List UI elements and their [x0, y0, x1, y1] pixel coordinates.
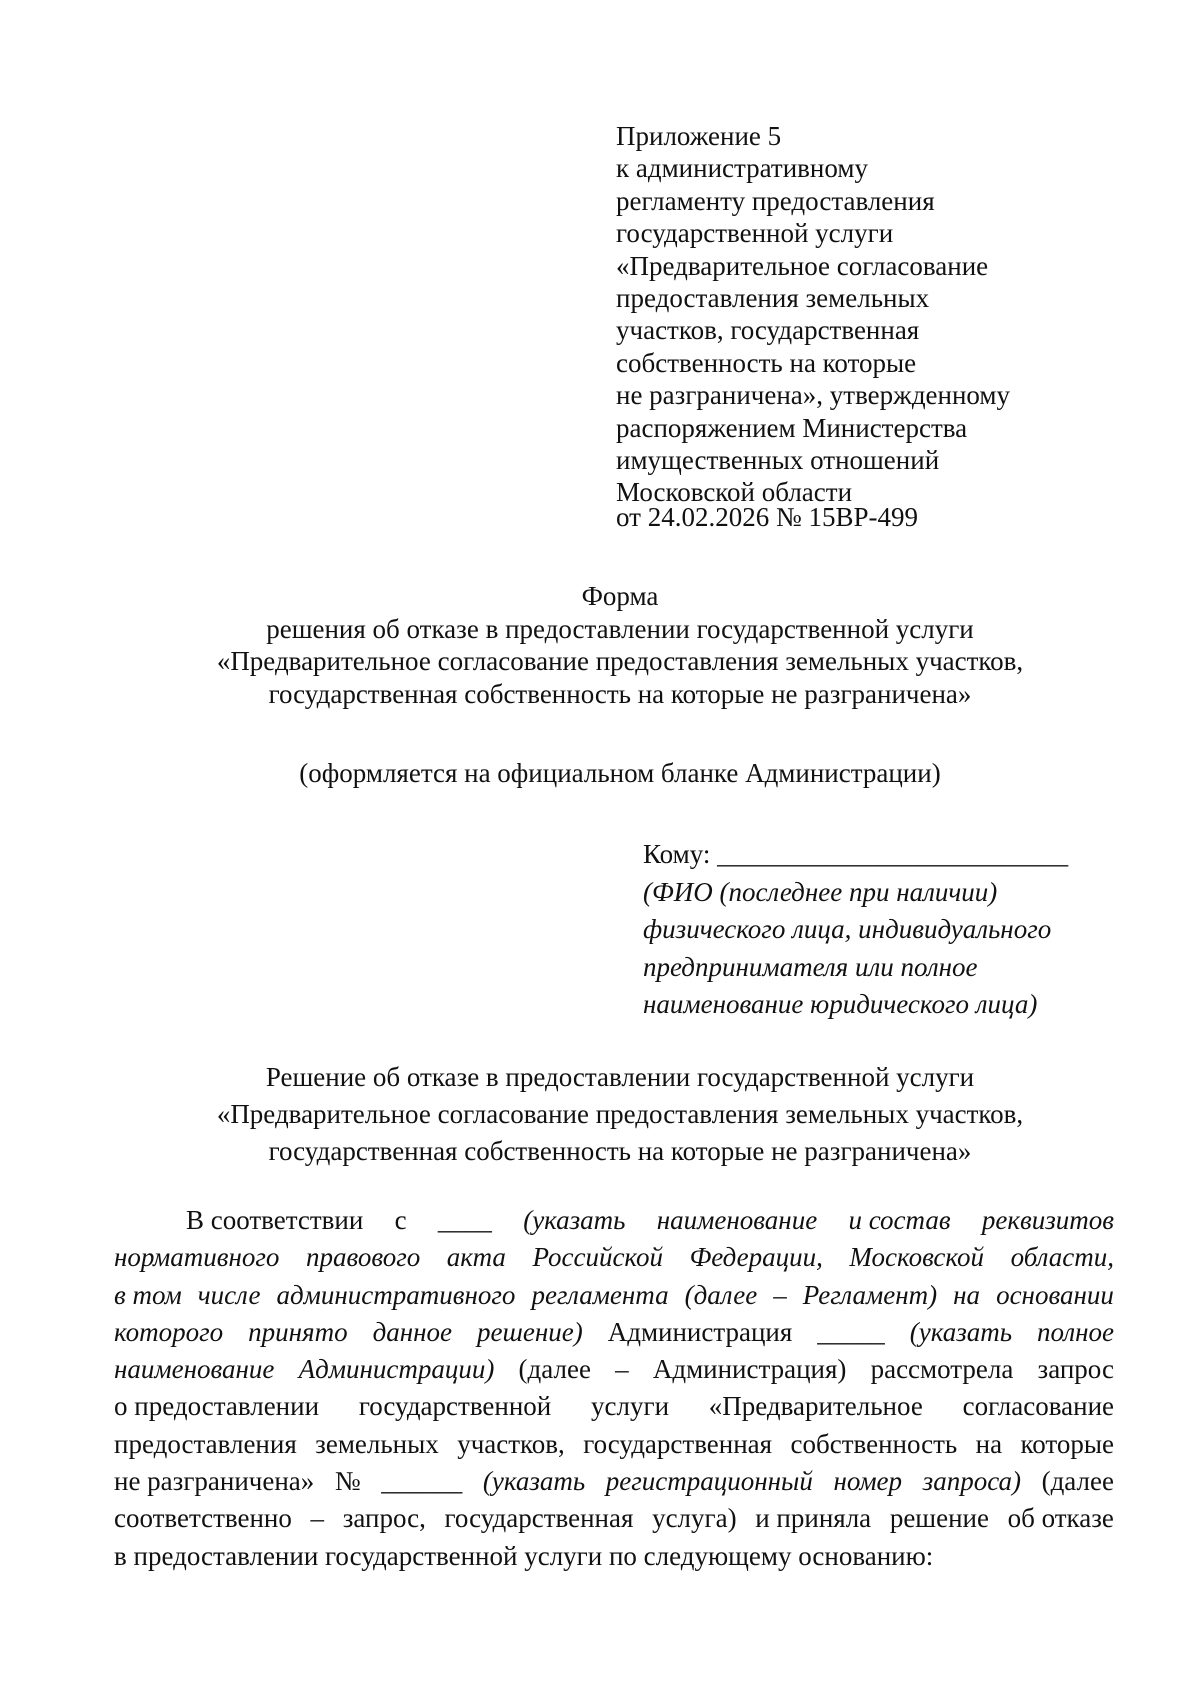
body-word: В соответствии [186, 1205, 364, 1235]
body-word: Федерации, [689, 1242, 823, 1273]
appendix-line: не разграничена», утвержденному [616, 380, 1011, 411]
body-word: регламента [531, 1279, 669, 1310]
body-word: собственность [790, 1428, 958, 1459]
body-line [114, 1463, 1114, 1500]
body-word: на [953, 1279, 981, 1310]
body-word: о предоставлении [114, 1391, 320, 1422]
body-word: Администрация [607, 1316, 793, 1347]
body-line [114, 1351, 1114, 1388]
form-title-line: Форма [581, 581, 659, 611]
body-word: (указать [909, 1316, 1013, 1347]
body-word: области, [1010, 1242, 1114, 1273]
form-title [100, 580, 1140, 710]
appendix-line: «Предварительное согласование [616, 250, 989, 281]
decision-title-line: Решение об отказе в предоставлении государственной услуги [265, 1062, 975, 1092]
body-word: наименование [114, 1354, 275, 1385]
body-word: Регламент) [802, 1279, 938, 1310]
body-word: и состав [848, 1205, 951, 1235]
body-word: правового [305, 1242, 421, 1273]
body-word: наименование [656, 1205, 818, 1235]
appendix-header [616, 120, 1076, 533]
recipient-hint-line: физического лица, индивидуального [643, 914, 1052, 944]
appendix-date-line: от 24.02.2026 № 15ВР-499 [616, 501, 918, 532]
body-last-line: в предоставлении государственной услуги по следующему основанию: [114, 1540, 934, 1571]
body-word: ____ [437, 1205, 492, 1235]
recipient-hint-line: наименование юридического лица) [643, 989, 1038, 1019]
body-word: – [773, 1279, 787, 1310]
body-word: в том [114, 1279, 182, 1310]
body-word: не разграничена» [114, 1466, 315, 1497]
body-word: (указать [523, 1205, 626, 1235]
body-word: Российской [532, 1242, 664, 1273]
body-word: на [975, 1428, 1003, 1459]
body-word: предоставления [114, 1428, 297, 1459]
body-word: соответственно [114, 1503, 292, 1534]
body-word: № [334, 1466, 361, 1497]
body-word: услуга) [652, 1503, 737, 1534]
body-word: полное [1037, 1316, 1114, 1347]
recipient-hint-line: (ФИО (последнее при наличии) [643, 876, 998, 907]
form-title-line: государственная собственность на которые не разграничена» [268, 678, 972, 709]
appendix-line: к административному [616, 153, 868, 184]
body-word: реквизитов [981, 1205, 1114, 1235]
body-word: числе [197, 1279, 261, 1310]
body-word: основании [996, 1279, 1114, 1310]
recipient-hint-line: предпринимателя или полное [643, 951, 978, 982]
body-line [114, 1314, 1114, 1351]
appendix-line: государственной услуги [616, 218, 894, 249]
appendix-line: Московской области [616, 477, 853, 508]
body-word: земельных [315, 1428, 439, 1459]
body-line [114, 1500, 1114, 1537]
decision-title [100, 1059, 1140, 1170]
body-word: регистрационный [605, 1466, 813, 1497]
body-line [114, 1239, 1114, 1276]
body-word: данное [372, 1316, 452, 1347]
body-word: акта [446, 1242, 506, 1273]
body-word: рассмотрела [870, 1354, 1014, 1385]
body-word: государственной [358, 1391, 552, 1422]
body-word: ______ [381, 1466, 463, 1497]
body-word: решение) [476, 1316, 583, 1347]
body-word: (далее [684, 1279, 758, 1310]
body-word: нормативного [114, 1242, 280, 1273]
body-word: (далее [518, 1354, 591, 1385]
recipient-block [643, 836, 1103, 1024]
body-word: запроса) [922, 1466, 1021, 1497]
appendix-line: собственность на которые [616, 347, 917, 378]
body-word: номер [833, 1466, 903, 1497]
appendix-line: имущественных отношений [616, 445, 940, 476]
body-word: услуги [591, 1391, 670, 1422]
decision-title-line: «Предварительное согласование предоставления земельных участков, [216, 1099, 1024, 1129]
body-word: решение [889, 1503, 989, 1534]
body-word: запрос, [342, 1503, 426, 1534]
recipient-line [643, 836, 1103, 874]
body-word: – [310, 1503, 325, 1534]
decision-body [114, 1202, 1114, 1575]
body-word: (указать [482, 1466, 586, 1497]
body-word: согласование [962, 1391, 1114, 1422]
body-line [114, 1202, 1114, 1239]
body-word: «Предварительное [708, 1391, 923, 1422]
body-word: с [394, 1205, 407, 1235]
appendix-line: участков, государственная [616, 315, 920, 346]
decision-title-line: государственная собственность на которые не разграничена» [268, 1136, 972, 1166]
body-word: государственная [583, 1428, 773, 1459]
body-line [114, 1426, 1114, 1463]
body-word: (далее [1041, 1466, 1114, 1497]
body-word: которого [114, 1316, 224, 1347]
blank-note: (оформляется на официальном бланке Администрации) [299, 758, 941, 788]
recipient-blank: __________________________ [717, 839, 1069, 869]
body-word: _____ [817, 1316, 885, 1347]
body-line [114, 1277, 1114, 1314]
recipient-hint [643, 874, 1103, 1024]
body-word: принято [248, 1316, 348, 1347]
body-word: и приняла [755, 1503, 872, 1534]
body-word: государственная [444, 1503, 634, 1534]
body-word: запрос [1037, 1354, 1114, 1385]
body-word: об отказе [1007, 1503, 1114, 1534]
body-word: которые [1020, 1428, 1114, 1459]
body-word: Администрации) [298, 1354, 495, 1385]
body-word: Московской [849, 1242, 985, 1273]
appendix-line: Приложение 5 [616, 121, 782, 151]
body-word: – [615, 1354, 629, 1385]
form-title-line: решения об отказе в предоставлении государственной услуги [266, 613, 974, 644]
recipient-label: Кому: [643, 839, 718, 869]
appendix-line: распоряжением Министерства [616, 412, 968, 443]
appendix-line: предоставления земельных [616, 283, 930, 314]
form-title-line: «Предварительное согласование предоставления земельных участков, [216, 646, 1024, 676]
body-word: административного [276, 1279, 516, 1310]
body-line [114, 1388, 1114, 1425]
body-word: Администрация) [652, 1354, 847, 1385]
body-word: участков, [457, 1428, 565, 1459]
appendix-line: регламенту предоставления [616, 185, 935, 216]
